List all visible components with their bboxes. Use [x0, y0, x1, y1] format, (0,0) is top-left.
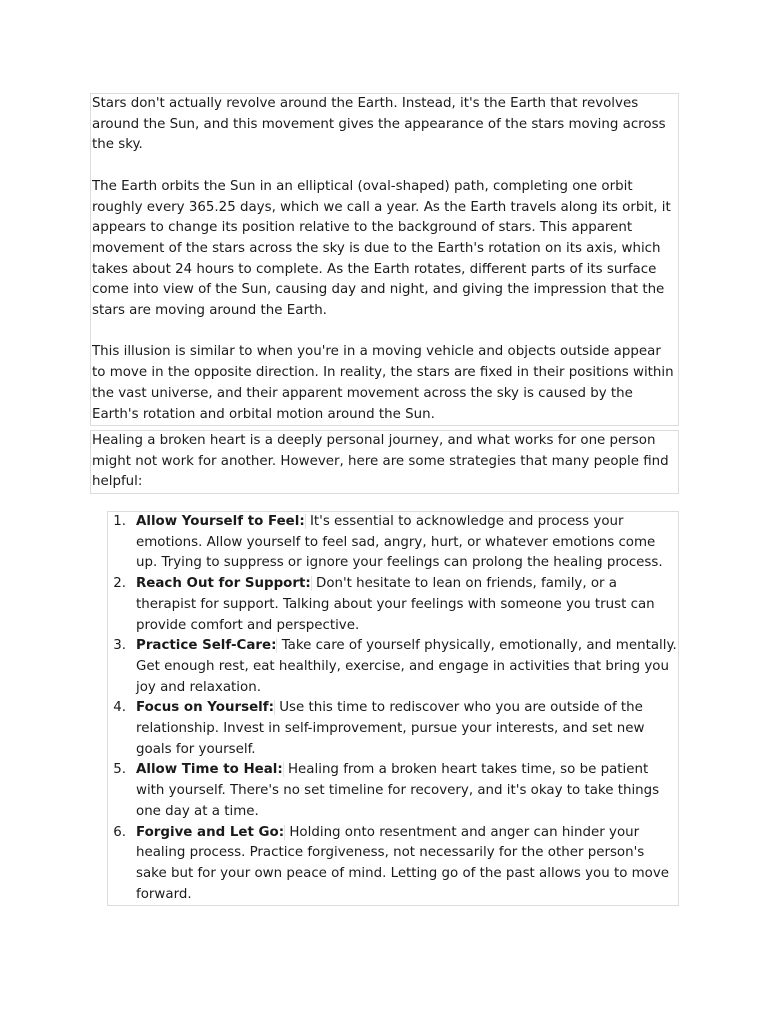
list-item-term: Reach Out for Support: — [136, 576, 311, 592]
healing-strategies-list — [108, 512, 678, 905]
list-item — [108, 636, 678, 698]
list-item-text: It's essential to acknowledge and process your emotions. Allow yourself to feel sad, angry, hurt, or whatever emotions come up. Trying to suppress or ignore your feelings can prolong the healing process. — [136, 514, 663, 571]
stars-paragraph: Stars don't actually revolve around the Earth. Instead, it's the Earth that revolves around the Sun, and this movement gives the appearance of the stars moving across the sky. — [92, 96, 666, 153]
list-item-term: Forgive and Let Go: — [136, 824, 285, 840]
list-item-number: 3. — [113, 638, 126, 654]
paragraph-gap — [92, 156, 678, 177]
list-item — [108, 823, 678, 906]
list-item-number: 6. — [113, 824, 126, 840]
healing-intro-text: Healing a broken heart is a deeply personal journey, and what works for one person might not work for another. However, here are some strategies that many people find helpful: — [92, 433, 669, 490]
list-item-text: Take care of yourself physically, emotionally, and mentally. Get enough rest, eat healthily, exercise, and engage in activities that bring you joy and relaxation. — [136, 638, 677, 695]
list-item-text: Healing from a broken heart takes time, so be patient with yourself. There's no set timeline for recovery, and it's okay to take things one day at a time. — [136, 762, 660, 819]
list-item-text: Holding onto resentment and anger can hinder your healing process. Practice forgiveness, not necessarily for the other person's sake but for your own peace of mind. Letting go of the past allows you to move forward. — [136, 824, 670, 902]
list-item — [108, 760, 678, 822]
healing-strategies-block — [107, 511, 679, 906]
healing-intro-block — [90, 430, 679, 494]
stars-answer-block — [90, 93, 679, 426]
list-item-number: 4. — [113, 700, 126, 716]
list-item-text: Use this time to rediscover who you are outside of the relationship. Invest in self-improvement, pursue your interests, and set new goals for yourself. — [136, 700, 645, 757]
list-item-term: Allow Yourself to Feel: — [136, 514, 305, 529]
list-item-term: Focus on Yourself: — [136, 700, 274, 716]
list-item-number: 5. — [113, 762, 126, 778]
list-item-number: 2. — [113, 576, 126, 592]
list-item — [108, 574, 678, 636]
list-item-term: Practice Self-Care: — [136, 638, 277, 654]
list-item — [108, 698, 678, 760]
list-item-text: Don't hesitate to lean on friends, family, or a therapist for support. Talking about your feelings with someone you trust can provide comfort and perspective. — [136, 576, 655, 633]
list-item — [108, 512, 678, 574]
stars-paragraph: The Earth orbits the Sun in an elliptical (oval-shaped) path, completing one orbit roughly every 365.25 days, which we call a year. As the Earth travels along its orbit, it appears to change its position relative to the background of stars. This apparent movement of the stars across the sky is due to the Earth's rotation on its axis, which takes about 24 hours to complete. As the Earth rotates, different parts of its surface come into view of the Sun, causing day and night, and giving the impression that the stars are moving around the Earth. — [92, 178, 671, 319]
paragraph-gap — [92, 322, 678, 343]
stars-paragraph: This illusion is similar to when you're in a moving vehicle and objects outside appear to move in the opposite direction. In reality, the stars are fixed in their positions within the vast universe, and their apparent movement across the sky is caused by the Earth's rotation and orbital motion around the Sun. — [92, 344, 674, 422]
list-item-term: Allow Time to Heal: — [136, 762, 283, 778]
list-item-number: 1. — [113, 514, 126, 529]
